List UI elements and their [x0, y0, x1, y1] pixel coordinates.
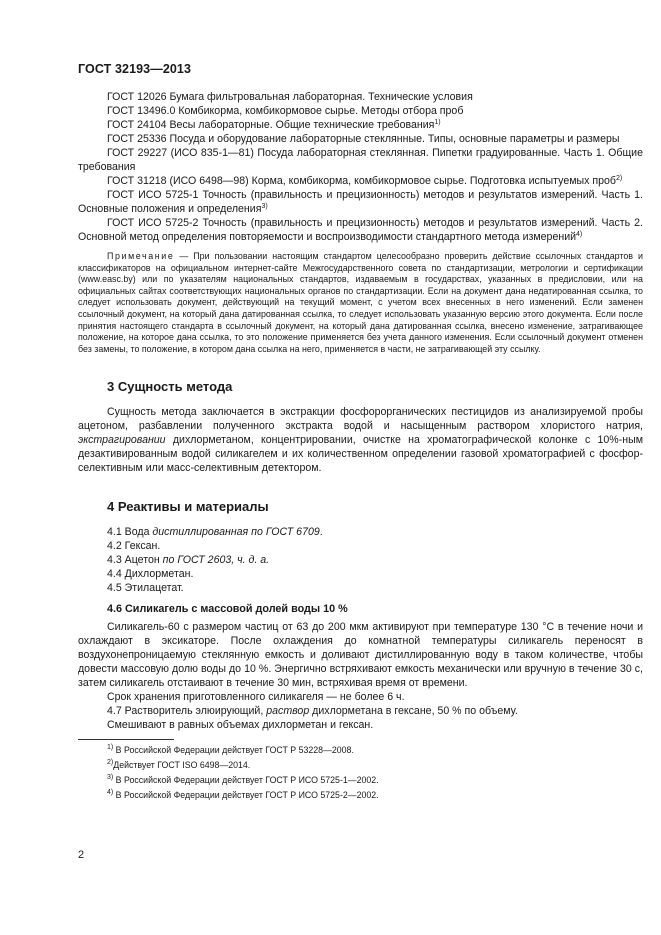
reference-text: ГОСТ 31218 (ИСО 6498—98) Корма, комбикорма, комбикормовое сырье. Подготовка испытуемых проб	[107, 175, 616, 187]
list-item	[78, 525, 643, 539]
note-label: Примечание	[107, 251, 175, 261]
footnote-ref: 3)	[261, 203, 268, 210]
footnote-text: В Российской Федерации действует ГОСТ Р 53228—2008.	[113, 745, 354, 756]
footnote-ref: 1)	[434, 119, 441, 126]
mixing-paragraph: Смешивают в равных объемах дихлорметан и гексан.	[107, 719, 374, 732]
footnote-divider	[78, 739, 174, 740]
footnote-mark: 4)	[107, 789, 114, 797]
italic-text: экстрагировании	[78, 434, 166, 447]
reference-text: ГОСТ 24104 Весы лабораторные. Общие технические требования	[107, 119, 435, 131]
running-header: ГОСТ 32193—2013	[78, 62, 192, 76]
item-text-end: .	[319, 526, 323, 539]
reference-text: ГОСТ ИСО 5725-2 Точность (правильность и прецизионность) методов и результатов измерений. Часть 2. Основной метод определения повторяемости и воспроизводимости стандартного метода измерений	[78, 217, 643, 243]
item-text: 4.5 Этилацетат.	[107, 582, 184, 595]
storage-paragraph: Срок хранения приготовленного силикагеля — не более 6 ч.	[107, 691, 405, 704]
section-3-paragraph	[78, 405, 643, 475]
page-content	[78, 90, 643, 803]
text-run: дихлорметаном, концентрировании, очистке на хроматографической колонке с 10%-ным дезактивированным водой силикагелем и их количественном определении газовой хроматографией с фосфор-селективным или масс-селективным детектором.	[78, 434, 643, 475]
reference-text: ГОСТ ИСО 5725-1 Точность (правильность и прецизионность) методов и результатов измерений. Часть 1. Основные положения и определения	[78, 189, 643, 215]
footnote-text: В Российской Федерации действует ГОСТ Р ИСО 5725-1—2002.	[113, 775, 379, 786]
list-item	[78, 581, 643, 595]
list-item	[78, 553, 643, 567]
reference-text: ГОСТ 12026 Бумага фильтровальная лабораторная. Технические условия	[107, 91, 473, 103]
reference-text: ГОСТ 29227 (ИСО 835-1—81) Посуда лабораторная стеклянная. Пипетки градуированные. Часть 1. Общие требования	[78, 147, 643, 173]
footnote	[78, 773, 643, 788]
reference-item	[78, 188, 643, 216]
footnote-ref: 4)	[576, 231, 583, 238]
note-text: — При пользовании настоящим стандартом целесообразно проверить действие ссылочных стандартов и классификаторов на официальном интернет-сайте Межгосударственного совета по стандартизации, метрологии и сертификации (www.easc.by) или по указателям национальных стандартов, издаваемым в государствах, указанных в предисловии, или на официальных сайтах соответствующих национальных органов по стандартизации. Если на документ дана недатированная ссылка, то следует использовать документ, действующий на текущий момент, с учетом всех внесенных в него изменений. Если заменен ссылочный документ, на который дана датированная ссылка, то следует использовать указанную версию этого документа. Если после принятия настоящего стандарта в ссылочный документ, на который дана датированная ссылка, внесено изменение, затрагивающее положение, на которое дана ссылка, то это положение применяется без учета данного изменения. Если ссылочный документ отменен без замены, то положение, в котором дана ссылка на него, применяется в части, не затрагивающей эту ссылку.	[78, 251, 643, 354]
item-text: 4.1 Вода	[107, 526, 153, 539]
footnote	[78, 743, 643, 758]
item-text: 4.4 Дихлорметан.	[107, 568, 194, 581]
reference-item	[78, 118, 643, 132]
section-3-heading: 3 Сущность метода	[107, 379, 233, 395]
eluent-paragraph	[78, 704, 643, 718]
reference-text: ГОСТ 13496.0 Комбикорма, комбикормовое сырье. Методы отбора проб	[107, 105, 464, 117]
text-run: дихлорметана в гексане, 50 % по объему.	[309, 705, 518, 718]
reference-item	[78, 146, 643, 174]
list-item	[78, 539, 643, 553]
footnote	[78, 758, 643, 773]
footnote-ref: 2)	[615, 175, 623, 182]
footnote-mark: 1)	[107, 744, 114, 752]
reference-item	[78, 174, 643, 188]
footnote-text: Действует ГОСТ ISO 6498—2014.	[113, 760, 251, 771]
text-run: Сущность метода заключается в экстракции фосфорорганических пестицидов из анализируемой пробы ацетоном, разбавлении полученного экстракта водой и насыщенным раствором хлористого натрия,	[78, 406, 643, 433]
reference-text: ГОСТ 25336 Посуда и оборудование лабораторные стеклянные. Типы, основные параметры и размеры	[107, 133, 620, 145]
footnote-text: В Российской Федерации действует ГОСТ Р ИСО 5725-2—2002.	[113, 790, 379, 801]
footnote-mark: 2)	[107, 759, 114, 767]
subsection-4-6-heading: 4.6 Силикагель с массовой долей воды 10 %	[107, 603, 348, 616]
normative-references-list	[78, 90, 643, 244]
italic-text: дистиллированная по ГОСТ 6709	[152, 526, 320, 539]
italic-text: по ГОСТ 2603, ч. д. а.	[162, 554, 270, 567]
reference-item	[78, 132, 643, 146]
item-text: 4.2 Гексан.	[107, 540, 161, 553]
text-run: 4.7 Растворитель элюирующий,	[107, 705, 267, 718]
silica-gel-paragraph: Силикагель-60 с размером частиц от 63 до 200 мкм активируют при температуре 130 °С в течение ночи и охлаждают в эксикаторе. После охлаждения до комнатной температуры силикагель переносят в воздухонепроницаемую стеклянную емкость и доливают дистиллированную воду в таком количестве, чтобы довести массовую долю воды до 10 %. Энергично встряхивают емкость механически или вручную в течение 30 с, затем силикагель отстаивают в течение 30 мин, встряхивая время от времени.	[78, 621, 643, 690]
item-text: 4.3 Ацетон	[107, 554, 163, 567]
section-4-heading: 4 Реактивы и материалы	[107, 499, 269, 515]
list-item	[78, 567, 643, 581]
reference-item	[78, 216, 643, 244]
italic-text: раствор	[266, 705, 310, 718]
reference-item	[78, 104, 643, 118]
note-paragraph	[78, 251, 643, 355]
footnote	[78, 788, 643, 803]
footnote-mark: 3)	[107, 774, 114, 782]
page-number: 2	[78, 849, 85, 861]
reference-item	[78, 90, 643, 104]
